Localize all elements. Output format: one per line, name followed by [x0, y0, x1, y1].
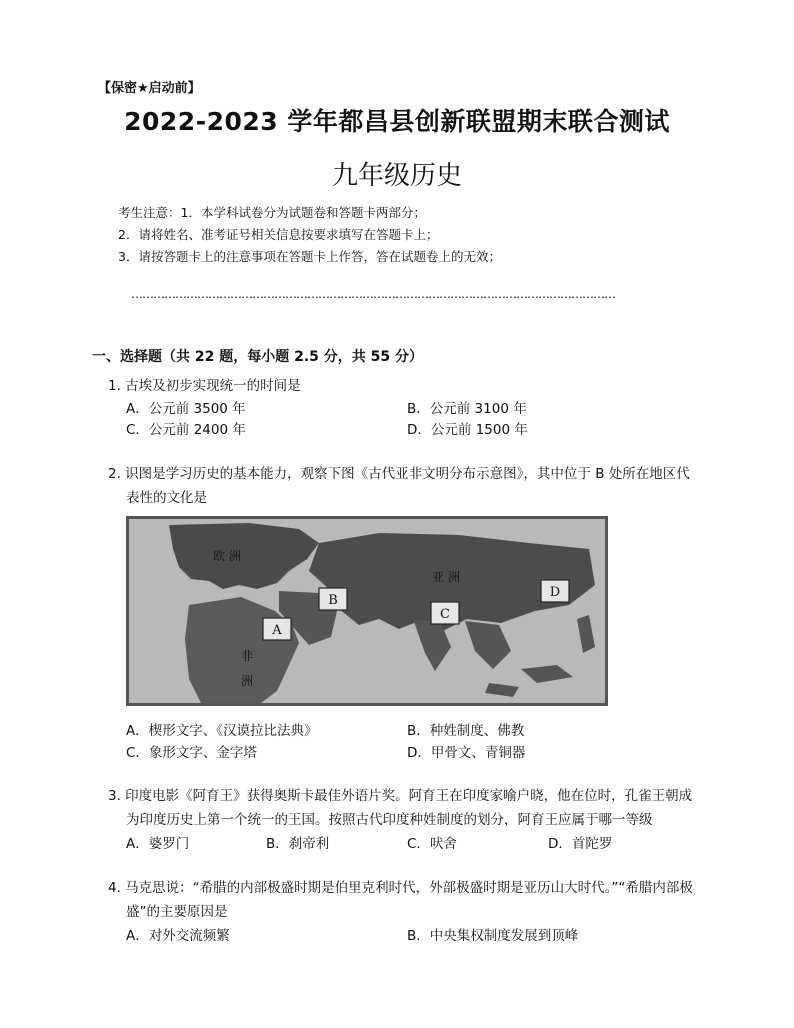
- question-1-stem: 1. 古埃及初步实现统一的时间是: [108, 378, 301, 394]
- question-4-stem-line-1: 4. 马克思说：“希腊的内部极盛时期是伯里克利时代，外部极盛时期是亚历山大时代。”“希腊内部极: [108, 880, 693, 896]
- question-3-stem-line-2: 为印度历史上第一个统一的王国。按照古代印度种姓制度的划分，阿育王应属于哪一等级: [126, 812, 653, 828]
- dotted-divider: ……………………………………………………………………………………………………………………: [131, 287, 615, 301]
- map-label-africa-1: 非: [241, 649, 254, 663]
- question-3-option-d: D．首陀罗: [548, 836, 613, 852]
- map-label-africa-2: 洲: [241, 674, 254, 688]
- question-1-option-a: A．公元前 3500 年: [126, 401, 246, 417]
- question-1-option-d: D．公元前 1500 年: [407, 422, 528, 438]
- notice-line-2: 2．请将姓名、准考证号相关信息按要求填写在答题卡上；: [118, 227, 439, 242]
- question-1-option-b: B．公元前 3100 年: [407, 401, 527, 417]
- question-1-option-c: C．公元前 2400 年: [126, 422, 246, 438]
- question-3-option-b: B．刹帝利: [266, 836, 330, 852]
- question-2-option-c: C．象形文字、金字塔: [126, 745, 257, 761]
- map-label-asia: 亚 洲: [432, 570, 460, 584]
- question-2-option-d: D．甲骨文、青铜器: [407, 745, 526, 761]
- question-3-stem-line-1: 3. 印度电影《阿育王》获得奥斯卡最佳外语片奖。阿育王在印度家喻户晓，他在位时，孔雀王朝成: [108, 788, 693, 804]
- question-2-stem-line-1: 2. 识图是学习历史的基本能力，观察下图《古代亚非文明分布示意图》，其中位于 B 处所在地区代: [108, 466, 690, 482]
- notice-line-1: 考生注意：1．本学科试卷分为试题卷和答题卡两部分；: [118, 205, 426, 220]
- question-4-option-b: B．中央集权制度发展到顶峰: [407, 928, 579, 944]
- ancient-civilizations-map: [126, 516, 608, 706]
- exam-title: 2022-2023 学年都昌县创新联盟期末联合测试: [124, 107, 670, 136]
- map-label-europe: 欧 洲: [213, 549, 241, 563]
- question-2-option-b: B．种姓制度、佛教: [407, 723, 525, 739]
- map-label-a: A: [272, 623, 282, 638]
- question-2-option-a: A．楔形文字、《汉谟拉比法典》: [126, 723, 318, 739]
- map-label-b: B: [328, 593, 338, 608]
- confidential-label: 【保密★启动前】: [98, 81, 201, 96]
- question-3-option-c: C．吠舍: [407, 836, 457, 852]
- question-4-stem-line-2: 盛”的主要原因是: [126, 904, 228, 920]
- question-2-stem-line-2: 表性的文化是: [126, 490, 207, 506]
- notice-line-3: 3．请按答题卡上的注意事项在答题卡上作答，答在试题卷上的无效；: [118, 249, 501, 264]
- section-heading: 一、选择题（共 22 题，每小题 2.5 分，共 55 分）: [92, 349, 424, 365]
- map-label-d: D: [549, 585, 561, 600]
- question-3-option-a: A．婆罗门: [126, 836, 190, 852]
- map-label-c: C: [440, 607, 450, 622]
- question-4-option-a: A．对外交流频繁: [126, 928, 230, 944]
- map-graphic: [129, 519, 605, 703]
- exam-subtitle: 九年级历史: [331, 161, 462, 191]
